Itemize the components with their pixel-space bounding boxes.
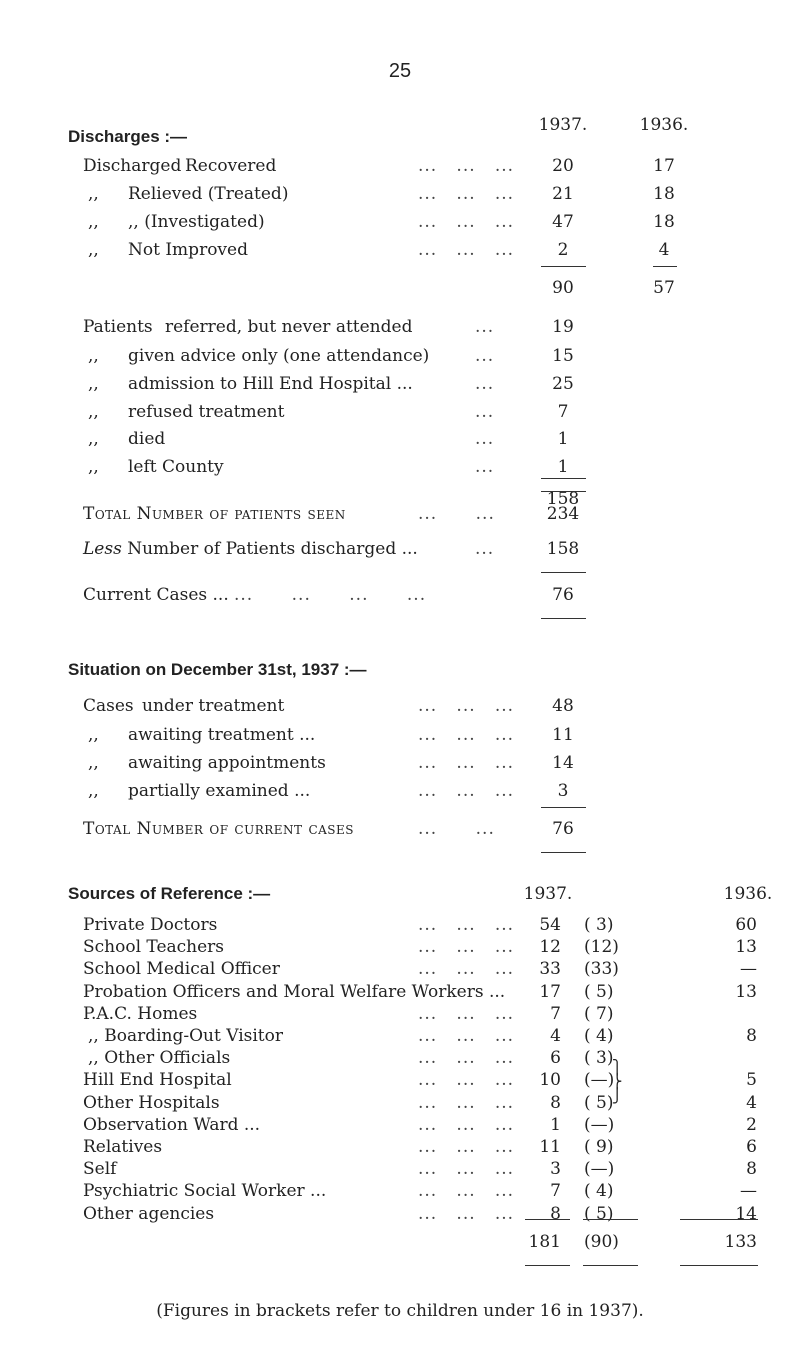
patient-row <box>0 345 800 367</box>
row-prefix: ,, <box>88 346 99 366</box>
less-word: Less <box>83 539 122 559</box>
source-label: Private Doctors <box>83 915 218 935</box>
situation-value: 3 <box>557 781 569 801</box>
situation-heading: Situation on December 31st, 1937 :— <box>68 660 367 679</box>
row-label: Relieved (Treated) <box>128 184 289 204</box>
leader-dots: ... ... ... <box>418 1026 515 1046</box>
discharge-row <box>0 211 800 233</box>
year-header-1936: 1936. <box>639 115 689 135</box>
source-label: School Teachers <box>83 937 225 958</box>
source-children: (12) <box>584 937 619 958</box>
source-label: Other Hospitals <box>83 1092 220 1113</box>
source-label: Probation Officers and Moral Welfare Workers ... <box>83 981 506 1002</box>
patient-row <box>0 316 800 338</box>
source-children: (—) <box>584 1070 615 1091</box>
row-label: partially examined ... <box>128 781 311 801</box>
row-prefix: ,, <box>88 457 99 477</box>
discharges-subtotal-1937: 90 <box>552 278 574 298</box>
source-value-1937: 33 <box>539 959 561 980</box>
source-value-1936: 8 <box>746 1026 757 1046</box>
leader-dots: ... ... ... <box>418 1003 515 1024</box>
source-children: ( 4) <box>584 1026 614 1046</box>
source-value-1937: 11 <box>539 1137 561 1157</box>
leader-dots: ... ... ... <box>418 184 515 204</box>
discharges-heading: Discharges :— <box>68 127 188 146</box>
leader-dots: ... ... ... <box>418 753 515 773</box>
rule <box>583 1219 638 1220</box>
source-row <box>0 914 800 936</box>
discharge-row <box>0 183 800 205</box>
leader-dots: ... ... ... <box>418 1137 515 1157</box>
row-prefix: ,, <box>88 240 99 260</box>
source-value-1936: 13 <box>735 981 757 1002</box>
source-value-1936: 2 <box>746 1114 757 1135</box>
row-prefix: Cases <box>83 696 134 716</box>
sources-total-1936: 133 <box>724 1232 757 1252</box>
rule <box>541 572 586 573</box>
row-prefix: ,, <box>88 402 99 422</box>
situation-value: 11 <box>552 725 574 745</box>
row-prefix: ,, <box>88 374 99 394</box>
patient-value: 7 <box>557 402 569 422</box>
source-label: Psychiatric Social Worker ... <box>83 1181 327 1202</box>
leader-dots: ... <box>475 457 495 477</box>
current-cases-row <box>0 584 800 606</box>
leader-dots: ... ... ... <box>418 696 515 716</box>
leader-dots: ... ... ... <box>418 1203 515 1224</box>
leader-dots: ... ... ... <box>418 959 515 980</box>
situation-total-value: 76 <box>552 819 574 839</box>
source-value-1937: 10 <box>539 1070 561 1091</box>
less-discharged-row <box>0 538 800 560</box>
leader-dots: ... ... ... ... <box>234 585 427 605</box>
rule <box>583 1265 638 1266</box>
source-row <box>0 958 800 980</box>
patient-value: 15 <box>552 346 574 366</box>
discharge-row <box>0 239 800 261</box>
source-row <box>0 1114 800 1136</box>
value-1937: 47 <box>552 212 574 232</box>
source-children: ( 9) <box>584 1137 614 1157</box>
row-label: admission to Hill End Hospital ... <box>128 374 413 394</box>
row-prefix: ,, <box>88 753 99 773</box>
source-value-1936: — <box>740 1181 757 1202</box>
leader-dots: ... <box>475 374 495 394</box>
total-seen-value: 234 <box>546 504 580 524</box>
leader-dots: ... ... ... <box>418 1114 515 1135</box>
patient-row <box>0 428 800 450</box>
patient-value: 1 <box>557 429 569 449</box>
row-label: referred, but never attended <box>165 317 413 337</box>
row-label: given advice only (one attendance) <box>128 346 430 366</box>
value-1937: 21 <box>552 184 574 204</box>
situation-heading-row <box>0 659 800 681</box>
patient-row <box>0 401 800 423</box>
value-1936: 18 <box>653 184 675 204</box>
rule <box>680 1219 758 1220</box>
rule <box>541 491 586 492</box>
source-row <box>0 981 800 1003</box>
source-children: ( 4) <box>584 1181 614 1202</box>
situation-total-row <box>0 818 800 840</box>
row-prefix: ,, <box>88 184 99 204</box>
situation-row <box>0 724 800 746</box>
row-label: under treatment <box>142 696 285 716</box>
source-row <box>0 1047 800 1069</box>
source-children: (—) <box>584 1159 615 1180</box>
value-1936: 17 <box>653 156 675 176</box>
patient-value: 1 <box>557 457 569 477</box>
situation-total-label: Total Number of current cases <box>83 819 355 839</box>
brace-top: ⎫ <box>612 1060 623 1076</box>
total-seen-label: Total Number of patients seen <box>83 504 346 524</box>
situation-value: 14 <box>552 753 574 773</box>
row-label: died <box>128 429 166 449</box>
source-value-1937: 3 <box>550 1159 561 1180</box>
source-row <box>0 1092 800 1114</box>
sources-totals-row <box>0 1231 800 1253</box>
rule <box>525 1219 570 1220</box>
patients-total: 158 <box>546 489 580 509</box>
source-value-1937: 8 <box>550 1203 561 1224</box>
leader-dots: ... <box>475 317 495 337</box>
situation-value: 48 <box>552 696 574 716</box>
source-label: Observation Ward ... <box>83 1114 261 1135</box>
source-label: Self <box>83 1159 117 1180</box>
rule <box>653 266 677 267</box>
patient-row <box>0 456 800 478</box>
discharges-heading-row <box>0 126 800 148</box>
page-number: 25 <box>388 60 412 82</box>
source-children: ( 3) <box>584 1048 614 1069</box>
source-label: ,, Other Officials <box>88 1048 231 1069</box>
source-value-1937: 12 <box>539 937 561 958</box>
source-label: P.A.C. Homes <box>83 1003 198 1024</box>
brace-middle: ⎬ <box>612 1074 623 1090</box>
rule <box>541 478 586 479</box>
sources-total-1937: 181 <box>528 1232 561 1252</box>
source-row <box>0 1203 800 1225</box>
source-value-1937: 4 <box>550 1026 561 1046</box>
source-value-1937: 8 <box>550 1092 561 1113</box>
rule <box>541 618 586 619</box>
sources-total-children: (90) <box>584 1232 619 1252</box>
discharges-subtotal-1936: 57 <box>653 278 675 298</box>
source-row <box>0 1180 800 1202</box>
situation-row <box>0 780 800 802</box>
sources-year-1936: 1936. <box>723 884 773 904</box>
source-row <box>0 1003 800 1025</box>
source-value-1937: 1 <box>550 1114 561 1135</box>
sources-heading-row <box>0 883 800 905</box>
source-value-1936: 13 <box>735 937 757 958</box>
discharges-subtotal-row <box>0 277 800 299</box>
source-label: Relatives <box>83 1137 163 1157</box>
rule <box>541 807 586 808</box>
less-label: Number of Patients discharged ... <box>127 539 418 559</box>
source-label: Hill End Hospital <box>83 1070 232 1091</box>
source-row <box>0 1136 800 1158</box>
source-children: ( 5) <box>584 981 614 1002</box>
source-value-1936: 4 <box>746 1092 757 1113</box>
row-prefix: ,, <box>88 429 99 449</box>
rule <box>541 852 586 853</box>
leader-dots: ... ... ... <box>418 212 515 232</box>
source-label: ,, Boarding-Out Visitor <box>88 1026 283 1046</box>
footnote: (Figures in brackets refer to children under 16 in 1937). <box>156 1301 644 1321</box>
leader-dots: ... ... <box>418 504 495 524</box>
source-children: ( 5) <box>584 1203 614 1224</box>
source-value-1937: 17 <box>539 981 561 1002</box>
less-value: 158 <box>546 539 580 559</box>
row-label: Recovered <box>185 156 277 176</box>
source-children: (—) <box>584 1114 615 1135</box>
rule <box>680 1265 758 1266</box>
leader-dots: ... ... ... <box>418 725 515 745</box>
source-row <box>0 1158 800 1180</box>
patient-value: 19 <box>552 317 574 337</box>
leader-dots: ... ... ... <box>418 156 515 176</box>
source-value-1937: 54 <box>539 915 561 935</box>
source-value-1937: 6 <box>550 1048 561 1069</box>
row-label: Not Improved <box>128 240 248 260</box>
value-1937: 2 <box>557 240 569 260</box>
row-label: refused treatment <box>128 402 285 422</box>
source-row <box>0 1025 800 1047</box>
situation-row <box>0 752 800 774</box>
row-prefix: Patients <box>83 317 153 337</box>
leader-dots: ... <box>475 346 495 366</box>
row-prefix: ,, <box>88 725 99 745</box>
source-label: Other agencies <box>83 1203 215 1224</box>
leader-dots: ... ... <box>418 819 495 839</box>
sources-year-1937: 1937. <box>523 884 573 904</box>
row-label: awaiting appointments <box>128 753 326 773</box>
patient-row <box>0 373 800 395</box>
leader-dots: ... ... ... <box>418 937 515 958</box>
source-value-1937: 7 <box>550 1181 561 1202</box>
current-cases-label: Current Cases ... <box>83 585 229 605</box>
source-value-1936: — <box>740 959 757 980</box>
year-header-1937: 1937. <box>538 115 588 135</box>
situation-row <box>0 695 800 717</box>
source-children: ( 5) <box>584 1092 614 1113</box>
row-label: awaiting treatment ... <box>128 725 316 745</box>
leader-dots: ... ... ... <box>418 1092 515 1113</box>
value-1937: 20 <box>552 156 574 176</box>
leader-dots: ... ... ... <box>418 1070 515 1091</box>
rule <box>525 1265 570 1266</box>
source-children: ( 3) <box>584 915 614 935</box>
row-prefix: ,, <box>88 212 99 232</box>
source-row <box>0 936 800 958</box>
discharge-row <box>0 155 800 177</box>
row-label: ,, (Investigated) <box>128 212 265 232</box>
value-1936: 4 <box>658 240 670 260</box>
source-value-1936: 60 <box>735 915 757 935</box>
leader-dots: ... <box>475 429 495 449</box>
current-cases-value: 76 <box>552 585 574 605</box>
brace-bottom: ⎭ <box>612 1088 623 1104</box>
source-value-1936: 6 <box>746 1137 757 1157</box>
source-children: (33) <box>584 959 619 980</box>
source-value-1937: 7 <box>550 1003 561 1024</box>
leader-dots: ... ... ... <box>418 240 515 260</box>
rule <box>541 266 586 267</box>
total-seen-row <box>0 503 800 525</box>
source-value-1936: 5 <box>746 1070 757 1091</box>
leader-dots: ... ... ... <box>418 1181 515 1202</box>
source-value-1936: 8 <box>746 1159 757 1180</box>
row-prefix: Discharged <box>83 156 182 176</box>
leader-dots: ... <box>475 402 495 422</box>
source-children: ( 7) <box>584 1003 614 1024</box>
value-1936: 18 <box>653 212 675 232</box>
leader-dots: ... ... ... <box>418 781 515 801</box>
sources-heading: Sources of Reference :— <box>68 884 271 903</box>
row-label: left County <box>128 457 224 477</box>
patient-value: 25 <box>552 374 574 394</box>
leader-dots: ... ... ... <box>418 1048 515 1069</box>
source-label: School Medical Officer <box>83 959 280 980</box>
source-value-1936: 14 <box>735 1203 757 1224</box>
row-prefix: ,, <box>88 781 99 801</box>
leader-dots: ... ... ... <box>418 915 515 935</box>
leader-dots: ... ... ... <box>418 1159 515 1180</box>
source-row <box>0 1069 800 1091</box>
leader-dots: ... <box>475 539 495 559</box>
